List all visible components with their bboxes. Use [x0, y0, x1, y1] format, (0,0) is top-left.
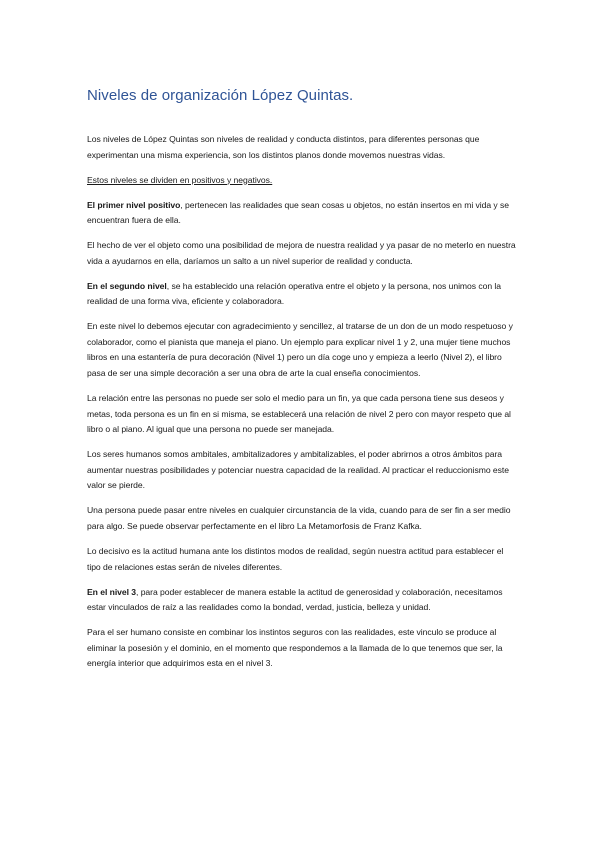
gratitude-paragraph: En este nivel lo debemos ejecutar con agradecimiento y sencillez, al tratarse de un don de un modo respetuoso y colaborador, como el pianista que maneja el piano. Un ejemplo para explicar nivel 1 y 2, una mujer tiene muchos libros en una estantería de pura decoración (Nivel 1) pero un día coge uno y empieza a leerlo (Nivel 2), el libro pasa de ser una simple decoración a ser una obra de arte la cual enseña conocimientos.: [87, 321, 513, 379]
relation-paragraph: La relación entre las personas no puede ser solo el medio para un fin, ya que cada persona tiene sus deseos y metas, toda persona es un fin en si misma, se establecerá una relación de nivel 2 pero con mayor respeto que al libro o al piano. Al igual que una persona no puede ser manejada.: [87, 393, 511, 435]
ambital-paragraph: Los seres humanos somos ambitales, ambitalizadores y ambitalizables, el poder abrirnos a otros ámbitos para aumentar nuestras posibilidades y potenciar nuestra capacidad de la realidad. Al practicar el reduccionismo este valor se pierde.: [87, 449, 509, 491]
change-paragraph: Una persona puede pasar entre niveles en cualquier circunstancia de la vida, cuando para de ser fin a ser medio para algo. Se puede observar perfectamente en el libro La Metamorfosis de Franz Kafka.: [87, 505, 511, 531]
level2-paragraph: [87, 279, 519, 310]
object-paragraph: El hecho de ver el objeto como una posibilidad de mejora de nuestra realidad y ya pasar de no meterlo en nuestra vida a ayudarnos en ella, daríamos un salto a un nivel superior de realidad y conducta.: [87, 240, 516, 266]
level3-paragraph: [87, 585, 519, 616]
division-heading: Estos niveles se dividen en positivos y negativos.: [87, 174, 273, 185]
level1-bold-lead: El primer nivel positivo: [87, 199, 181, 210]
decisive-paragraph: Lo decisivo es la actitud humana ante los distintos modos de realidad, según nuestra actitud para establecer el tipo de relaciones estas serán de niveles diferentes.: [87, 545, 504, 572]
document-title: Niveles de organización López Quintas.: [87, 87, 354, 104]
level2-text: , se ha establecido una relación operativa entre el objeto y la persona, nos unimos con la realidad de una forma viva, eficiente y colaboradora.: [87, 280, 501, 307]
intro-paragraph: Los niveles de López Quintas son niveles de realidad y conducta distintos, para diferentes personas que experimentan una misma experiencia, son los distintos planos donde movemos nuestras vidas.: [87, 134, 480, 160]
level1-paragraph: [87, 198, 519, 229]
final-paragraph: Para el ser humano consiste en combinar los instintos seguros con las realidades, este vinculo se produce al eliminar la posesión y el dominio, en el momento que respondemos a la llamada de lo que tenemos que ser, la energía interior que adquirimos esta en el nivel 3.: [87, 627, 503, 669]
document-body: [87, 86, 519, 681]
level2-bold-lead: En el segundo nivel: [87, 280, 167, 291]
level3-bold-lead: En el nivel 3: [87, 586, 137, 597]
level3-text: , para poder establecer de manera estable la actitud de generosidad y colaboración, necesitamos estar vinculados de raíz a las realidades como la bondad, verdad, justicia, belleza y unidad.: [87, 586, 503, 613]
level1-text: , pertenecen las realidades que sean cosas u objetos, no están insertos en mi vida y se encuentran fuera de ella.: [87, 199, 509, 226]
